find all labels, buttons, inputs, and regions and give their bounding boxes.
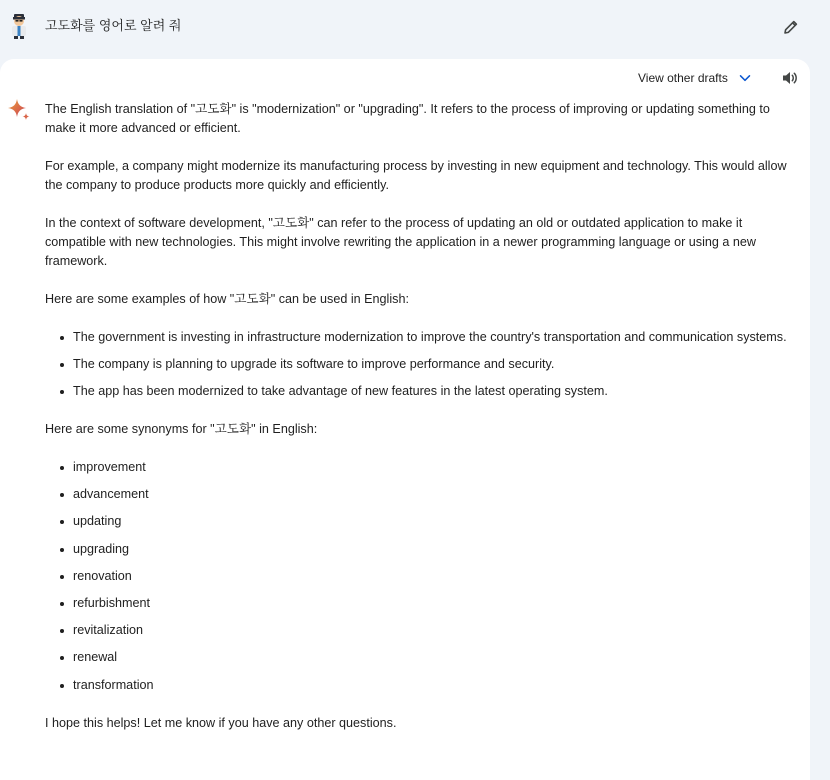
list-item: renewal xyxy=(45,648,790,667)
response-content xyxy=(45,100,790,752)
list-item: upgrading xyxy=(45,540,790,559)
drafts-label: View other drafts xyxy=(638,71,728,85)
list-item: revitalization xyxy=(45,621,790,640)
read-aloud-button[interactable] xyxy=(778,66,802,90)
list-item: advancement xyxy=(45,485,790,504)
examples-intro: Here are some examples of how "고도화" can be used in English: xyxy=(45,292,409,306)
gemini-sparkle-icon xyxy=(7,98,31,122)
view-other-drafts-button[interactable] xyxy=(632,67,758,89)
response-paragraph: In the context of software development, "고도화" can refer to the process of updating an old or outdated application to make it compatible with new technologies. This might involve rewriting the application in a newer programming language or using a new framework. xyxy=(45,216,757,268)
examples-list xyxy=(45,328,790,401)
list-item: improvement xyxy=(45,458,790,477)
list-item: refurbishment xyxy=(45,594,790,613)
speaker-icon xyxy=(781,69,799,87)
closing-text: I hope this helps! Let me know if you have any other questions. xyxy=(45,715,397,730)
prompt-text: 고도화를 영어로 알려 줘 xyxy=(45,18,182,33)
page-gutter xyxy=(810,59,830,780)
synonyms-list xyxy=(45,458,790,695)
chevron-down-icon xyxy=(738,71,752,85)
list-item: The app has been modernized to take advantage of new features in the latest operating system. xyxy=(45,382,790,401)
list-item: transformation xyxy=(45,676,790,695)
response-paragraph: For example, a company might modernize its manufacturing process by investing in new equipment and technology. This would allow the company to produce products more quickly and efficiently. xyxy=(45,159,787,192)
synonyms-intro: Here are some synonyms for "고도화" in English: xyxy=(45,422,318,436)
response-paragraph: The English translation of "고도화" is "modernization" or "upgrading". It refers to the process of improving or updating something to make it more advanced or efficient. xyxy=(45,102,770,135)
list-item: renovation xyxy=(45,567,790,586)
list-item: updating xyxy=(45,512,790,531)
user-prompt-row xyxy=(0,0,830,56)
list-item: The company is planning to upgrade its software to improve performance and security. xyxy=(45,355,790,374)
list-item: The government is investing in infrastructure modernization to improve the country's transportation and communication systems. xyxy=(45,328,790,347)
edit-prompt-button[interactable] xyxy=(778,14,804,40)
pencil-icon xyxy=(782,18,800,36)
user-avatar xyxy=(6,12,32,40)
response-card xyxy=(0,59,810,780)
